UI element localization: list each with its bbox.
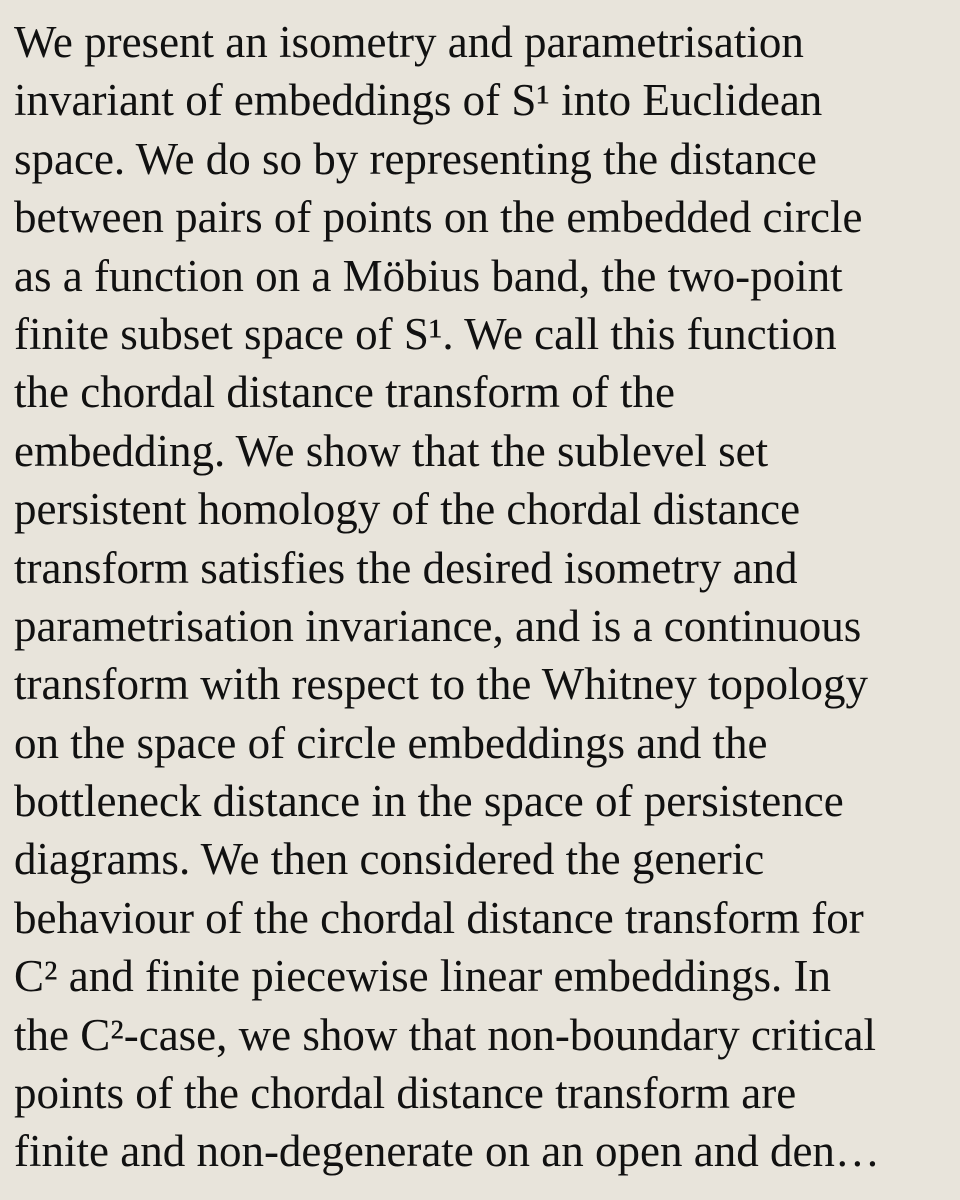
abstract-line: behaviour of the chordal distance transform for xyxy=(14,892,864,943)
abstract-line: points of the chordal distance transform are xyxy=(14,1068,797,1119)
abstract-line: parametrisation invariance, and is a continuous xyxy=(14,600,862,651)
abstract-line: on the space of circle embeddings and the xyxy=(14,717,768,768)
abstract-line: the chordal distance transform of the xyxy=(14,367,676,418)
abstract-line: the C²-case, we show that non-boundary critical xyxy=(14,1009,876,1060)
abstract-line: embedding. We show that the sublevel set xyxy=(14,425,769,476)
abstract-line: between pairs of points on the embedded circle xyxy=(14,192,863,243)
abstract-line: We present an isometry and parametrisation xyxy=(14,17,804,67)
abstract-line: diagrams. We then considered the generic xyxy=(14,834,765,885)
abstract-line: invariant of embeddings of S¹ into Euclidean xyxy=(14,75,823,126)
abstract-line: bottleneck distance in the space of persistence xyxy=(14,776,844,827)
abstract-line: persistent homology of the chordal distance xyxy=(14,484,801,535)
abstract-line: transform with respect to the Whitney topology xyxy=(14,659,868,710)
abstract-line: as a function on a Möbius band, the two-point xyxy=(14,250,843,301)
abstract-line: transform satisfies the desired isometry and xyxy=(14,542,798,593)
abstract-line: finite subset space of S¹. We call this function xyxy=(14,308,837,359)
abstract-line: space. We do so by representing the distance xyxy=(14,133,817,184)
abstract-text xyxy=(14,13,954,1181)
abstract-line: finite and non-degenerate on an open and den… xyxy=(14,1126,880,1177)
abstract-line: C² and finite piecewise linear embeddings. In xyxy=(14,951,831,1002)
